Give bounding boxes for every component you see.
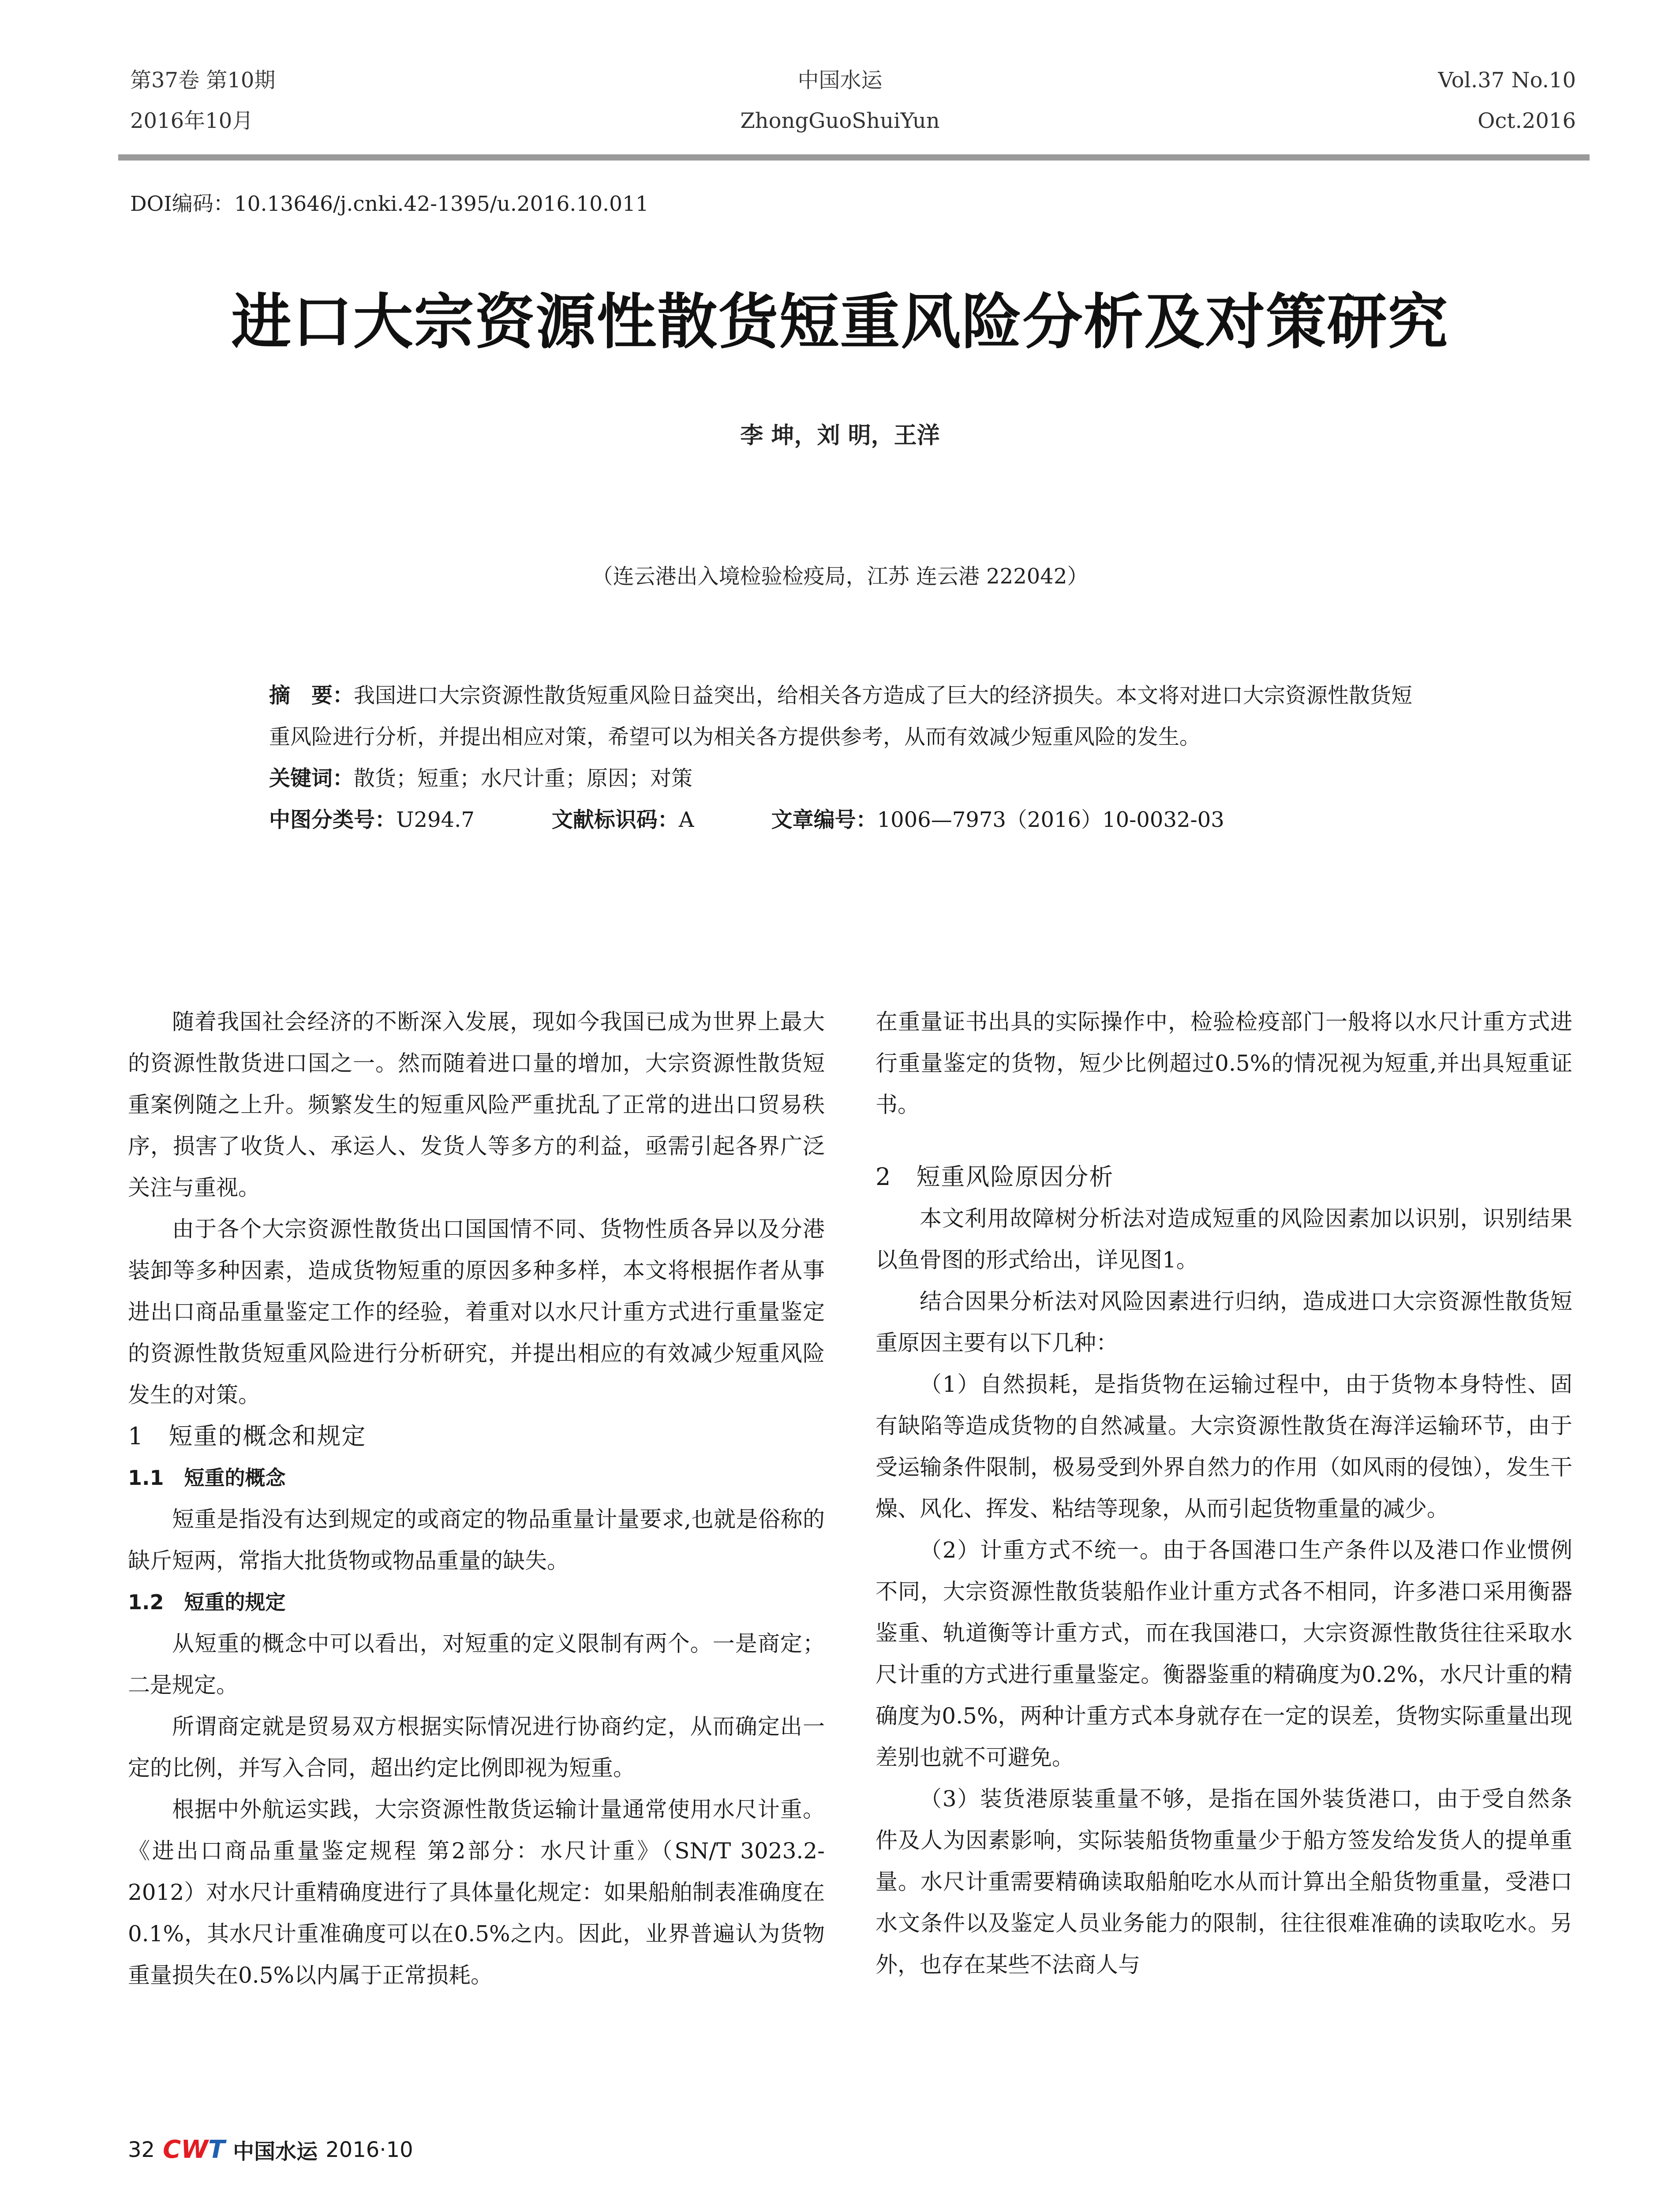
paragraph: （1）自然损耗，是指货物在运输过程中，由于货物本身特性、固有缺陷等造成货物的自然减量。大宗资源性散货在海洋运输环节，由于受运输条件限制，极易受到外界自然力的作用（如风雨的侵蚀），发生干燥、风化、挥发、粘结等现象，从而引起货物重量的减少。 bbox=[876, 1372, 1572, 1521]
authors: 李 坤，刘 明，王洋 bbox=[740, 422, 940, 449]
footer-journal-name: 中国水运 bbox=[233, 2139, 318, 2164]
volume-issue: 第37卷 第10期 bbox=[130, 68, 276, 93]
paragraph: 结合因果分析法对风险因素进行归纳，造成进口大宗资源性散货短重原因主要有以下几种： bbox=[876, 1289, 1572, 1356]
abstract-block bbox=[269, 675, 1425, 841]
paragraph: 由于各个大宗资源性散货出口国国情不同、货物性质各异以及分港装卸等多种因素，造成货物短重的原因多种多样，本文将根据作者从事进出口商品重量鉴定工作的经验，着重对以水尺计重方式进行重量鉴定的资源性散货短重风险进行分析研究，并提出相应的有效减少短重风险发生的对策。 bbox=[128, 1216, 825, 1408]
classification-row bbox=[269, 799, 1425, 841]
cwt-logo: CWT bbox=[163, 2135, 225, 2164]
section-heading-2: 2 短重风险原因分析 bbox=[876, 1163, 1114, 1191]
body-right-column bbox=[876, 1001, 1572, 1985]
clc-item bbox=[269, 799, 475, 841]
keywords-label: 关键词： bbox=[269, 766, 354, 791]
running-header-center bbox=[0, 66, 1680, 147]
clc-label: 中图分类号： bbox=[269, 807, 397, 832]
keywords bbox=[269, 758, 1425, 799]
affiliation: （连云港出入境检验检疫局，江苏 连云港 222042） bbox=[591, 564, 1089, 589]
doccode-value: A bbox=[678, 807, 694, 832]
date: 2016年10月 bbox=[130, 108, 254, 133]
header-rule bbox=[118, 154, 1590, 161]
article-value: 1006—7973（2016）10-0032-03 bbox=[877, 807, 1224, 832]
paragraph: 短重是指没有达到规定的或商定的物品重量计量要求,也就是俗称的缺斤短两，常指大批货物或物品重量的缺失。 bbox=[128, 1506, 825, 1573]
section-heading-1: 1 短重的概念和规定 bbox=[128, 1422, 367, 1450]
journal-pinyin: ZhongGuoShuiYun bbox=[740, 108, 940, 133]
page-footer bbox=[128, 2134, 413, 2165]
abstract-text: 我国进口大宗资源性散货短重风险日益突出，给相关各方造成了巨大的经济损失。本文将对进口大宗资源性散货短重风险进行分析，并提出相应对策，希望可以为相关各方提供参考，从而有效减少短重风险的发生。 bbox=[269, 683, 1413, 749]
paper-title: 进口大宗资源性散货短重风险分析及对策研究 bbox=[231, 287, 1449, 357]
body-left-column bbox=[128, 1001, 825, 1996]
paragraph: 所谓商定就是贸易双方根据实际情况进行协商约定，从而确定出一定的比例，并写入合同，超出约定比例即视为短重。 bbox=[128, 1714, 825, 1781]
subsection-heading-1-2: 1.2 短重的规定 bbox=[128, 1590, 286, 1614]
page-number: 32 bbox=[128, 2137, 155, 2162]
paragraph: 在重量证书出具的实际操作中，检验检疫部门一般将以水尺计重方式进行重量鉴定的货物，短少比例超过0.5%的情况视为短重,并出具短重证书。 bbox=[876, 1009, 1572, 1117]
paragraph: （3）装货港原装重量不够，是指在国外装货港口，由于受自然条件及人为因素影响，实际装船货物重量少于船方签发给发货人的提单重量。水尺计重需要精确读取船舶吃水从而计算出全船货物重量，受港口水文条件以及鉴定人员业务能力的限制，往往很难准确的读取吃水。另外，也存在某些不法商人与 bbox=[876, 1786, 1572, 1977]
article-item bbox=[771, 799, 1224, 841]
paragraph: 从短重的概念中可以看出，对短重的定义限制有两个。一是商定；二是规定。 bbox=[128, 1631, 825, 1698]
journal-name: 中国水运 bbox=[797, 68, 883, 93]
clc-value: U294.7 bbox=[396, 807, 475, 832]
keywords-text: 散货；短重；水尺计重；原因；对策 bbox=[354, 766, 693, 791]
doi: DOI编码：10.13646/j.cnki.42-1395/u.2016.10.011 bbox=[130, 192, 649, 216]
paragraph: 随着我国社会经济的不断深入发展，现如今我国已成为世界上最大的资源性散货进口国之一。然而随着进口量的增加，大宗资源性散货短重案例随之上升。频繁发生的短重风险严重扰乱了正常的进出口贸易秩序，损害了收货人、承运人、发货人等多方的利益，亟需引起各界广泛关注与重视。 bbox=[128, 1009, 825, 1200]
footer-issue: 2016·10 bbox=[326, 2137, 413, 2162]
paragraph: （2）计重方式不统一。由于各国港口生产条件以及港口作业惯例不同，大宗资源性散货装船作业计重方式各不相同，许多港口采用衡器鉴重、轨道衡等计重方式，而在我国港口，大宗资源性散货往往采取水尺计重的方式进行重量鉴定。衡器鉴重的精确度为0.2%，水尺计重的精确度为0.5%，两种计重方式本身就存在一定的误差，货物实际重量出现差别也就不可避免。 bbox=[876, 1537, 1572, 1770]
date-en: Oct.2016 bbox=[1478, 108, 1576, 133]
doccode-label: 文献标识码： bbox=[551, 807, 679, 832]
doccode-item bbox=[552, 799, 694, 841]
abstract-label: 摘 要： bbox=[269, 683, 354, 708]
subsection-heading-1-1: 1.1 短重的概念 bbox=[128, 1466, 286, 1490]
running-header-right bbox=[1438, 66, 1576, 147]
paragraph: 本文利用故障树分析法对造成短重的风险因素加以识别，识别结果以鱼骨图的形式给出，详见图1。 bbox=[876, 1206, 1572, 1273]
paragraph: 根据中外航运实践，大宗资源性散货运输计量通常使用水尺计重。《进出口商品重量鉴定规程 第2部分：水尺计重》（SN/T 3023.2-2012）对水尺计重精确度进行了具体量化规定：如果船舶制表准确度在0.1%，其水尺计重准确度可以在0.5%之内。因此，业界普遍认为货物重量损失在0.5%以内属于正常损耗。 bbox=[128, 1797, 825, 1988]
volume-issue-en: Vol.37 No.10 bbox=[1438, 68, 1576, 93]
article-label: 文章编号： bbox=[771, 807, 877, 832]
abstract bbox=[269, 675, 1425, 758]
